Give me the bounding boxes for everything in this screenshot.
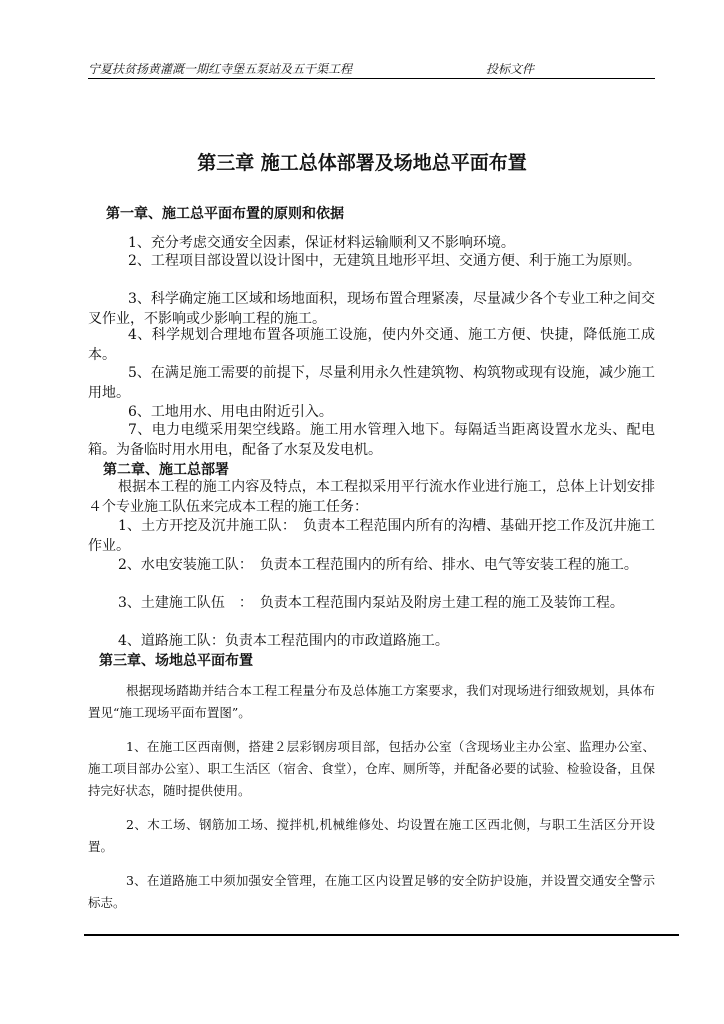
section2-intro: 根据本工程的施工内容及特点，本工程拟采用平行流水作业进行施工，总体上计划安排４个专业施工队伍来完成本工程的施工任务： [88, 479, 655, 515]
section3-paragraph-2: 1、在施工区西南侧，搭建２层彩钢房项目部，包括办公室（含现场业主办公室、监理办公室、施工项目部办公室）、职工生活区（宿舍、食堂），仓库、厕所等，并配备必要的试验、检验设备，且保持完好状态，随时提供使用。 [88, 739, 655, 798]
section3-paragraph-4: 3、在道路施工中须加强安全管理，在施工区内设置足够的安全防护设施，并设置交通安全警示标志。 [88, 873, 655, 910]
section2-item-4: 4、道路施工队：负责本工程范围内的市政道路施工。 [118, 633, 449, 649]
section2-item-2: 2、水电安装施工队： 负责本工程范围内的所有给、排水、电气等安装工程的施工。 [118, 557, 638, 573]
page-header [88, 60, 655, 79]
header-document-type: 投标文件 [486, 62, 535, 76]
section1-item-1: 1、充分考虑交通安全因素，保证材料运输顺利又不影响环境。 [128, 235, 515, 251]
section1-item-5: 5、在满足施工需要的前提下，尽量利用永久性建筑物、构筑物或现有设施，减少施工用地。 [88, 365, 655, 401]
section2-heading: 第二章、施工总部署 [103, 462, 229, 478]
section1-item-6: 6、工地用水、用电由附近引入。 [128, 404, 333, 420]
section1-heading: 第一章、施工总平面布置的原则和依据 [106, 206, 344, 222]
section2-item-3: 3、土建施工队伍 ： 负责本工程范围内泵站及附房土建工程的施工及装饰工程。 [118, 595, 624, 611]
section2-item-1: 1、土方开挖及沉井施工队： 负责本工程范围内所有的沟槽、基础开挖工作及沉井施工作业。 [88, 518, 655, 554]
header-project-name: 宁夏扶贫扬黄灌溉一期红寺堡五泵站及五干渠工程 [88, 62, 353, 76]
section3-heading: 第三章、场地总平面布置 [99, 653, 253, 669]
section3-paragraph-3: 2、木工场、钢筋加工场、搅拌机,机械维修处、均设置在施工区西北侧，与职工生活区分开设置。 [88, 817, 655, 854]
section1-item-3: 3、科学确定施工区域和场地面积，现场布置合理紧凑，尽量减少各个专业工种之间交叉作业，不影响或少影响工程的施工。 [88, 291, 655, 327]
section1-item-7: 7、电力电缆采用架空线路。施工用水管理入地下。每隔适当距离设置水龙头、配电箱。为备临时用水用电，配备了水泵及发电机。 [88, 422, 655, 458]
chapter-title: 第三章 施工总体部署及场地总平面布置 [197, 152, 527, 174]
section1-item-2: 2、工程项目部设置以设计图中，无建筑且地形平坦、交通方便、利于施工为原则。 [128, 253, 641, 269]
section3-body [88, 680, 655, 926]
section1-item-4: 4、科学规划合理地布置各项施工设施，使内外交通、施工方便、快捷，降低施工成本。 [88, 327, 655, 363]
section3-paragraph-1: 根据现场踏勘并结合本工程工程量分布及总体施工方案要求，我们对现场进行细致规划，具体布置见“施工现场平面布置图”。 [88, 683, 655, 720]
footer-rule [84, 934, 679, 936]
